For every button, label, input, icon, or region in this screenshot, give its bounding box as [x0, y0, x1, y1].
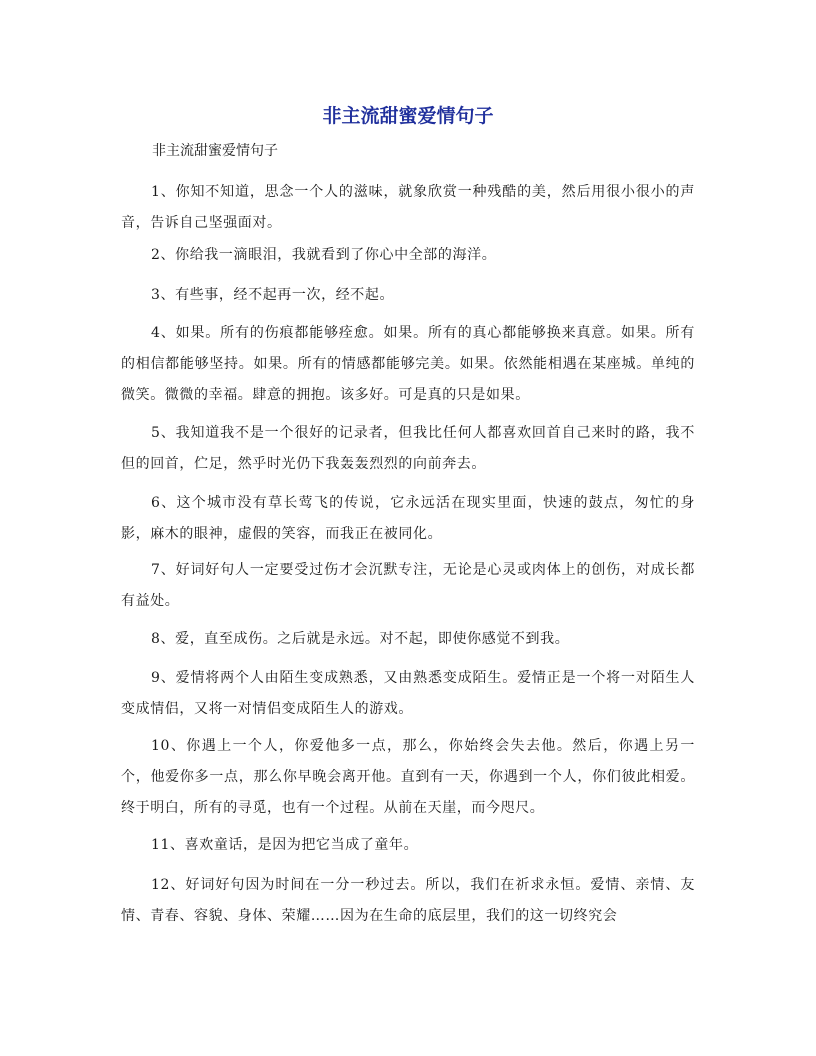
paragraph-9: 9、爱情将两个人由陌生变成熟悉，又由熟悉变成陌生。爱情正是一个将一对陌生人变成情侣，又将一对情侣变成陌生人的游戏。 [121, 670, 695, 717]
document-subtitle: 非主流甜蜜爱情句子 [152, 143, 278, 159]
paragraph-3: 3、有些事，经不起再一次，经不起。 [151, 287, 395, 303]
paragraph-7: 7、好词好句人一定要受过伤才会沉默专注，无论是心灵或肉体上的创伤，对成长都有益处。 [121, 562, 695, 609]
paragraph-8: 8、爱，直至成伤。之后就是永远。对不起，即使你感觉不到我。 [151, 631, 570, 647]
paragraph-11: 11、喜欢童话，是因为把它当成了童年。 [151, 837, 419, 853]
document-title: 非主流甜蜜爱情句子 [322, 105, 494, 127]
paragraph-10: 10、你遇上一个人，你爱他多一点，那么，你始终会失去他。然后，你遇上另一个，他爱你多一点，那么你早晚会离开他。直到有一天，你遇到一个人，你们彼此相爱。终于明白，所有的寻觅，也有一个过程。从前在天崖，而今咫尺。 [121, 738, 695, 816]
paragraph-4: 4、如果。所有的伤痕都能够痊愈。如果。所有的真心都能够换来真意。如果。所有的相信都能够坚持。如果。所有的情感都能够完美。如果。依然能相遇在某座城。单纯的微笑。微微的幸福。肆意的拥抱。该多好。可是真的只是如果。 [121, 325, 695, 403]
paragraph-1: 1、你知不知道，思念一个人的滋味，就象欣赏一种残酷的美，然后用很小很小的声音，告诉自己坚强面对。 [121, 184, 695, 231]
paragraph-6: 6、这个城市没有草长莺飞的传说，它永远活在现实里面，快速的鼓点，匆忙的身影，麻木的眼神，虚假的笑容，而我正在被同化。 [121, 495, 695, 542]
paragraph-2: 2、你给我一滴眼泪，我就看到了你心中全部的海洋。 [151, 247, 497, 263]
paragraph-5: 5、我知道我不是一个很好的记录者，但我比任何人都喜欢回首自己来时的路，我不但的回首，伫足，然乎时光仍下我轰轰烈烈的向前奔去。 [121, 425, 695, 472]
paragraph-12: 12、好词好句因为时间在一分一秒过去。所以，我们在祈求永恒。爱情、亲情、友情、青春、容貌、身体、荣耀……因为在生命的底层里，我们的这一切终究会 [121, 877, 695, 924]
